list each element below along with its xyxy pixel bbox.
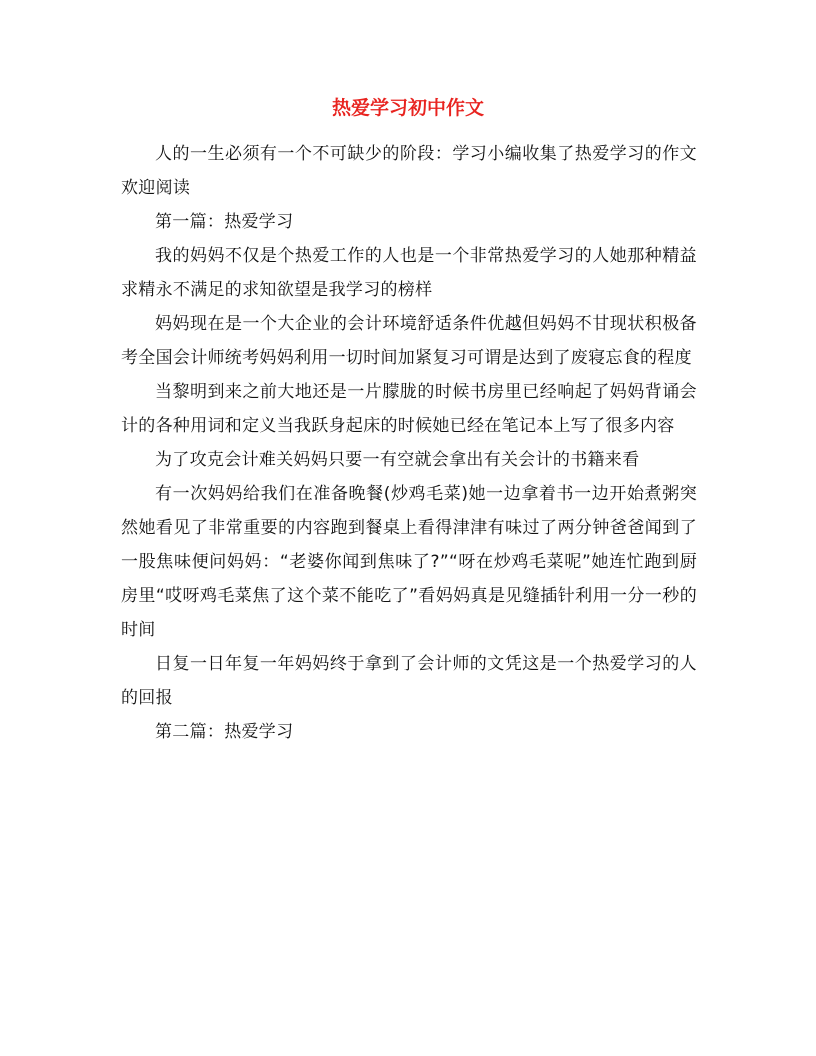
paragraph: 为了攻克会计难关妈妈只要一有空就会拿出有关会计的书籍来看: [155, 450, 640, 470]
paragraph-intro: 人的一生必须有一个不可缺少的阶段：学习小编收集了热爱学习的作文欢迎阅读: [121, 144, 697, 198]
paragraph: 我的妈妈不仅是个热爱工作的人也是一个非常热爱学习的人她那种精益求精永不满足的求知欲望是我学习的榜样: [121, 246, 697, 300]
document-title: 热爱学习初中作文: [331, 97, 484, 119]
document-body: [121, 137, 697, 749]
section-heading-2: 第二篇：热爱学习: [155, 722, 294, 742]
section-heading-1: 第一篇：热爱学习: [155, 212, 294, 232]
paragraph: 妈妈现在是一个大企业的会计环境舒适条件优越但妈妈不甘现状积极备考全国会计师统考妈妈利用一切时间加紧复习可谓是达到了废寝忘食的程度: [121, 314, 697, 368]
paragraph: 当黎明到来之前大地还是一片朦胧的时候书房里已经响起了妈妈背诵会计的各种用词和定义当我跃身起床的时候她已经在笔记本上写了很多内容: [121, 382, 697, 436]
paragraph: 日复一日年复一年妈妈终于拿到了会计师的文凭这是一个热爱学习的人的回报: [121, 654, 697, 708]
paragraph: 有一次妈妈给我们在准备晚餐(炒鸡毛菜)她一边拿着书一边开始煮粥突然她看见了非常重要的内容跑到餐桌上看得津津有味过了两分钟爸爸闻到了一股焦味便问妈妈：“老婆你闻到焦味了?”“呀在炒鸡毛菜呢”她连忙跑到厨房里“哎呀鸡毛菜焦了这个菜不能吃了”看妈妈真是见缝插针利用一分一秒的时间: [121, 484, 697, 640]
